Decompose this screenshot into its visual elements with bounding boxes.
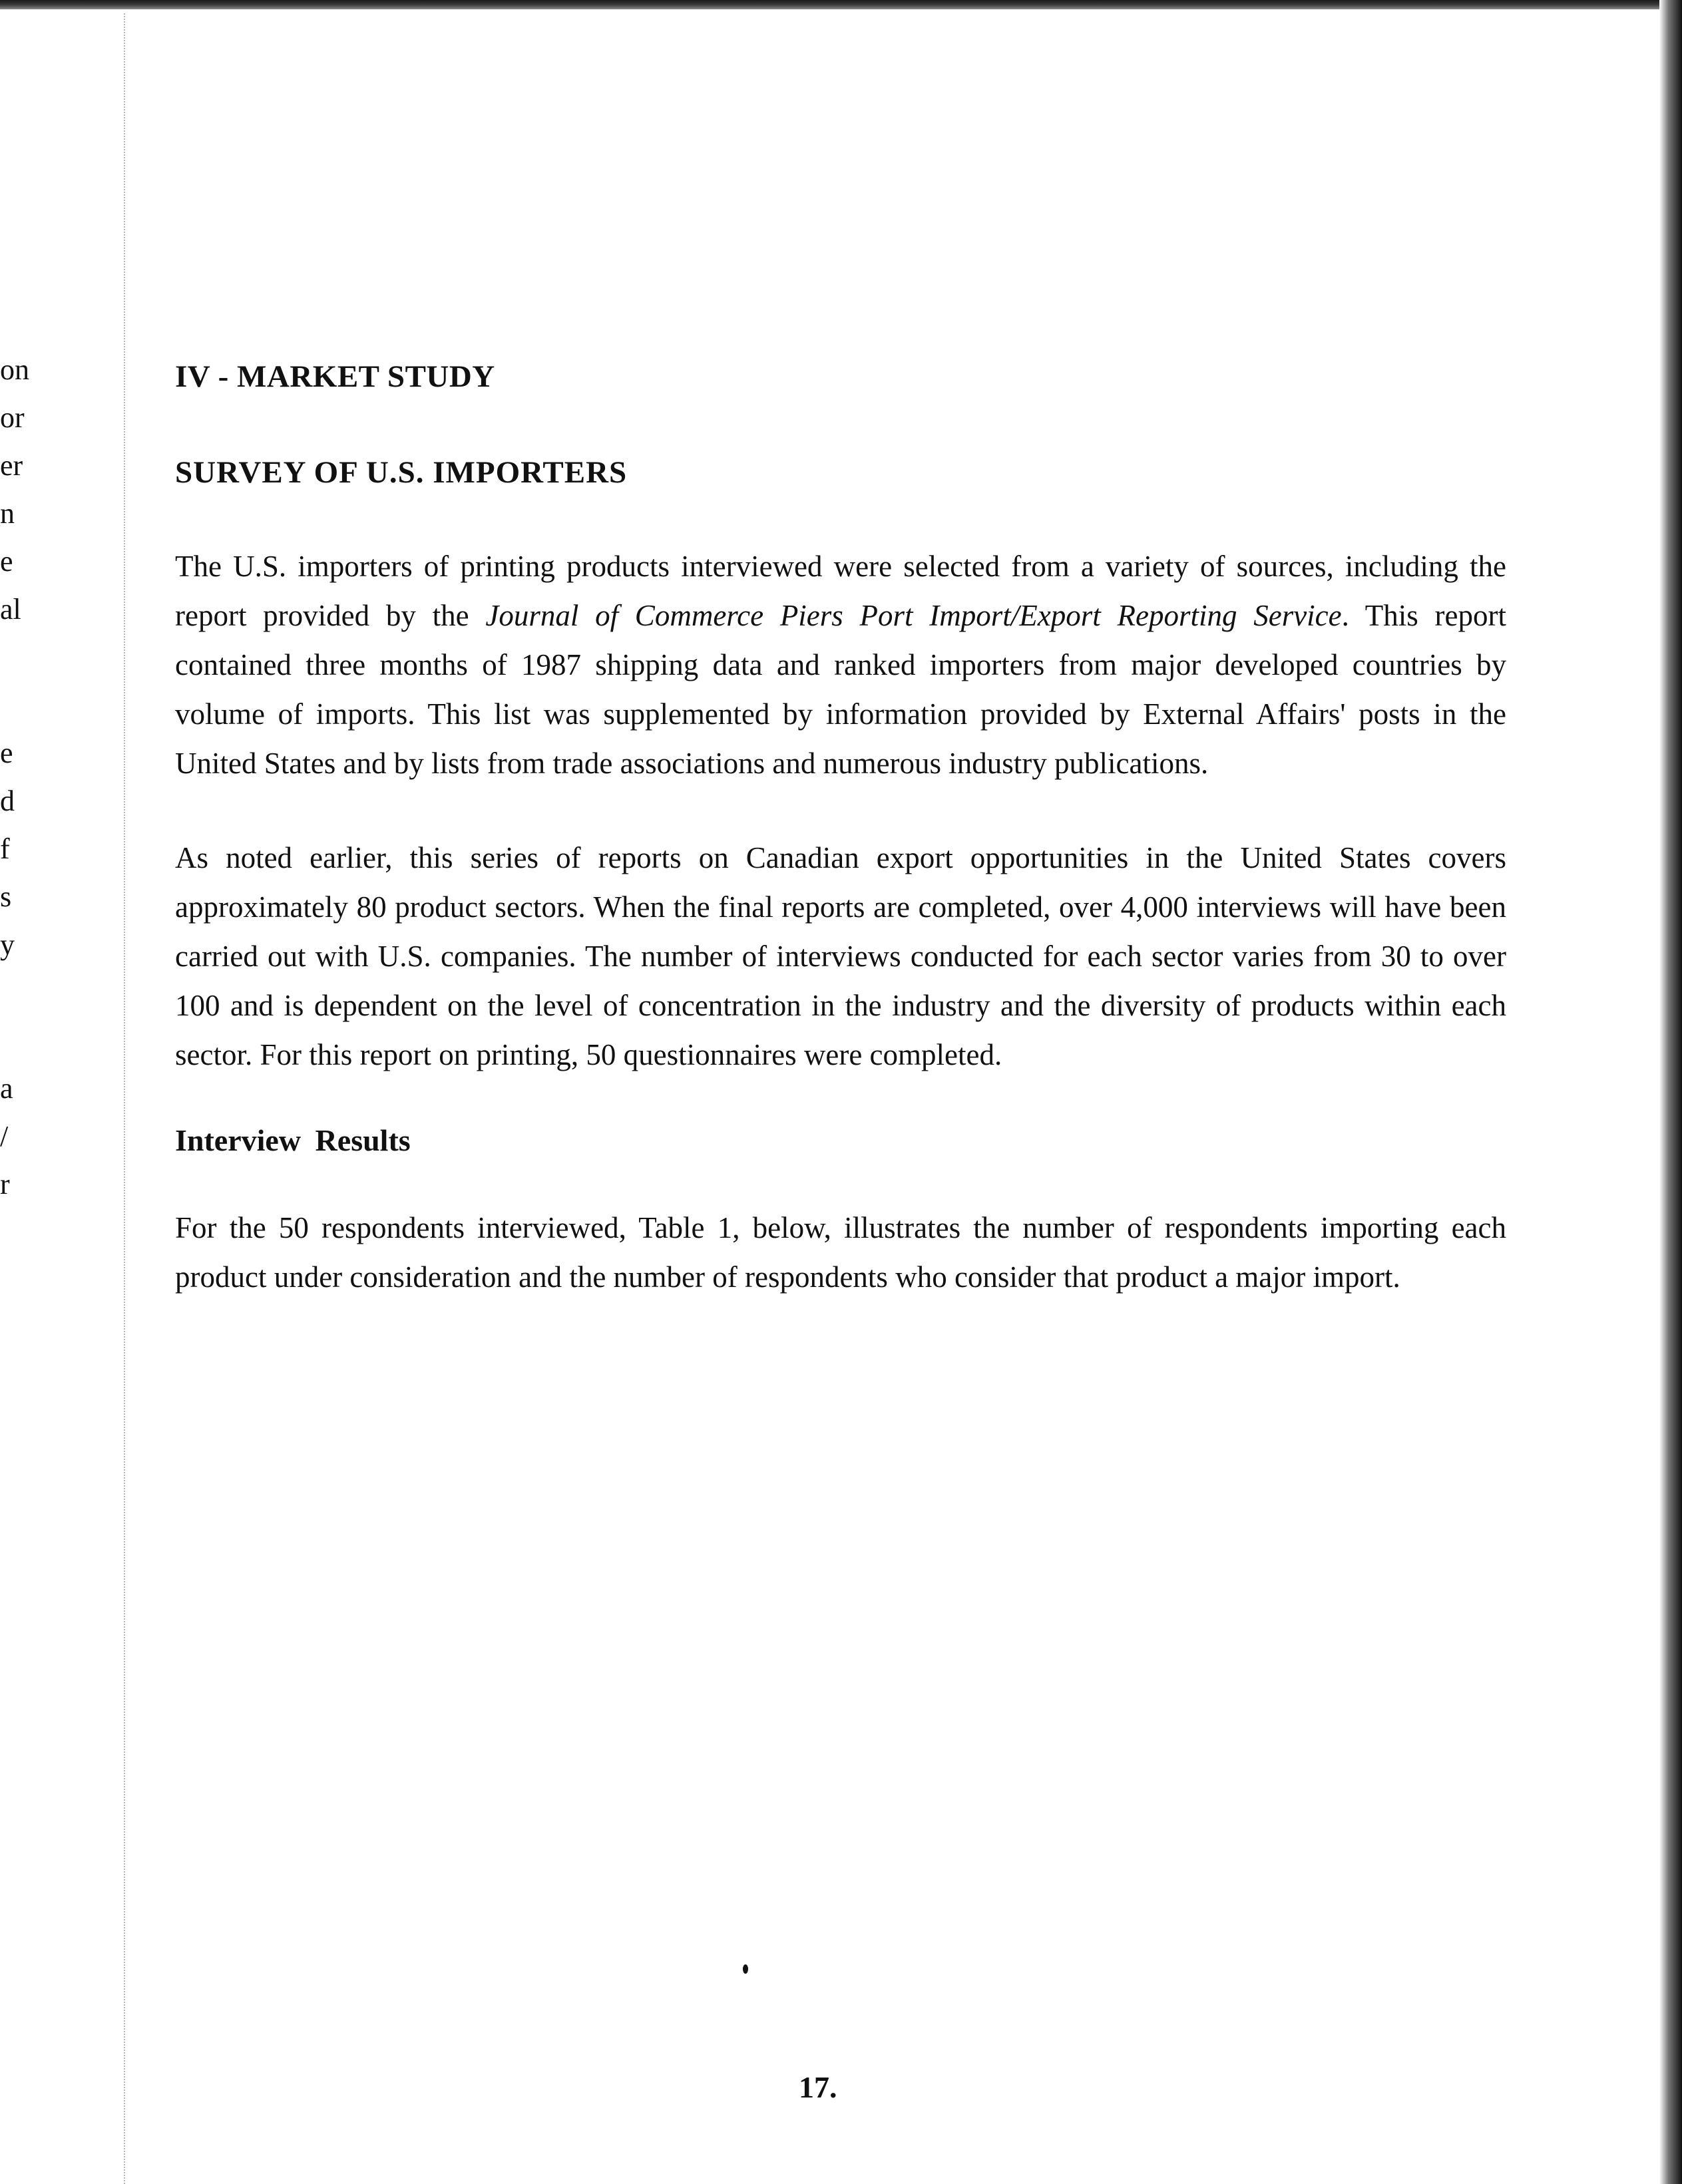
margin-fragment: e (0, 545, 13, 578)
paragraph1-text-b: . This report contained three months of 1987 shipping data and ranked importers from major developed countries by volume of imports. This list was supplemented by information provided by External Affairs' posts in the United States and by lists from trade associations and numerous industry publications. (175, 599, 1506, 780)
section-title: IV - MARKET STUDY (175, 359, 495, 394)
margin-fragment: e (0, 737, 13, 769)
margin-fragment: al (0, 593, 21, 626)
paragraph-importer-sources (175, 542, 1506, 788)
margin-fragment: s (0, 880, 12, 913)
margin-fragment: a (0, 1072, 13, 1105)
margin-fragment: d (0, 785, 15, 817)
scan-top-edge (0, 0, 1682, 9)
paragraph-respondents: For the 50 respondents interviewed, Table 1, below, illustrates the number of respondents importing each product under consideration and the number of respondents who consider that product a major import. (175, 1211, 1506, 1294)
scan-speck (743, 1964, 748, 1974)
paragraph1-text-a: The U.S. importers of printing products interviewed were selected from a variety of sources, including the report provided by the (175, 550, 1506, 632)
page-fold-line (124, 13, 126, 2184)
margin-fragment: n (0, 497, 15, 530)
margin-fragment: y (0, 928, 15, 961)
publication-title: Journal of Commerce Piers Port Import/Export Reporting Service (485, 599, 1342, 632)
margin-fragment: or (0, 401, 25, 434)
subsection-title: SURVEY OF U.S. IMPORTERS (175, 455, 628, 490)
previous-page-margin-fragments (0, 346, 40, 1208)
paragraph-report-series: As noted earlier, this series of reports on Canadian export opportunities in the United States covers approximately 80 product sectors. When the final reports are completed, over 4,000 interviews will have been carried out with U.S. companies. The number of interviews conducted for each sector varies from 30 to over 100 and is dependent on the level of concentration in the industry and the diversity of products within each sector. For this report on printing, 50 questionnaires were completed. (175, 841, 1506, 1071)
margin-fragment: / (0, 1120, 9, 1153)
margin-fragment: on (0, 353, 29, 386)
margin-fragment: er (0, 449, 23, 482)
interview-results-heading: Interview Results (175, 1123, 411, 1157)
page-content (175, 346, 1506, 1302)
margin-fragment: r (0, 1168, 10, 1200)
page-number: 17. (799, 2070, 837, 2104)
margin-fragment: f (0, 832, 10, 865)
scan-right-edge (1659, 0, 1682, 2184)
